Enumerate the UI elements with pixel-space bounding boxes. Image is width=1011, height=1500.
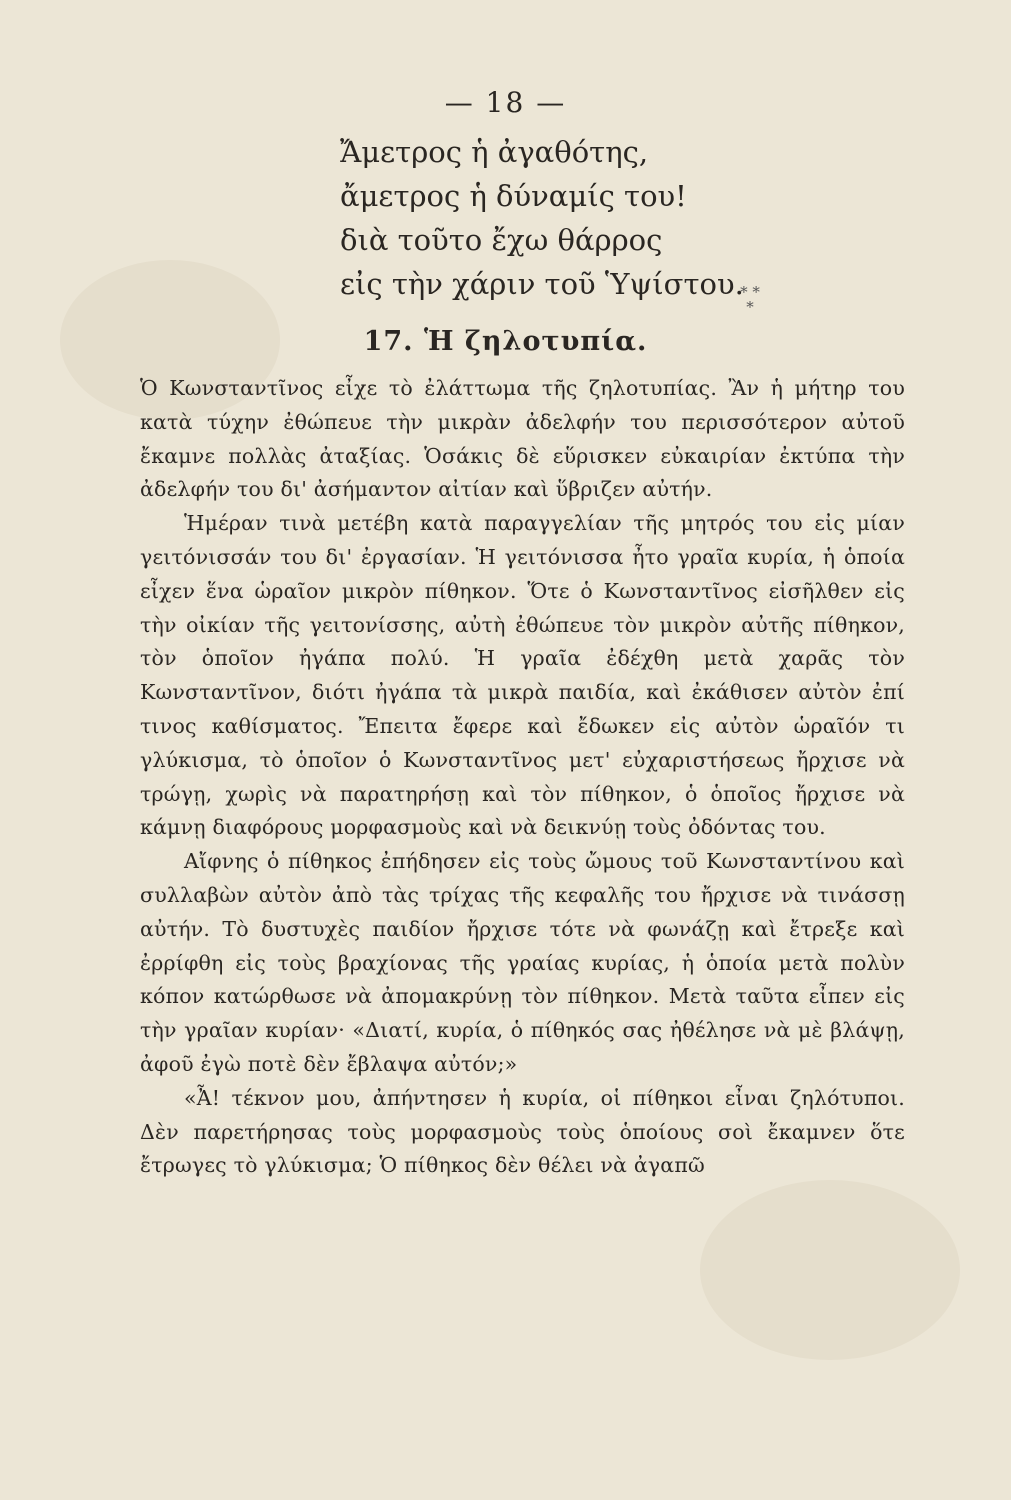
paragraph: Ὁ Κωνσταντῖνος εἶχε τὸ ἐλάττωμα τῆς ζηλοτυπίας. Ἂν ἡ μήτηρ του κατὰ τύχην ἐθώπευε τὴν μικρὰν ἀδελφήν του περισσότερον αὐτοῦ ἔκαμνε πολλὰς ἀταξίας. Ὁσάκις δὲ εὕρισκεν εὐκαιρίαν ἐκτύπα τὴν ἀδελφήν του δι' ἀσήμαντον αἰτίαν καὶ ὕβριζεν αὐτήν. <box>140 376 905 502</box>
paragraph: Ἡμέραν τινὰ μετέβη κατὰ παραγγελίαν τῆς μητρός του εἰς μίαν γειτόνισσάν του δι' ἐργασίαν. Ἡ γειτόνισσα ἦτο γραῖα κυρία, ἡ ὁποία εἶχεν ἕνα ὡραῖον μικρὸν πίθηκον. Ὅτε ὁ Κωνσταντῖνος εἰσῆλθεν εἰς τὴν οἰκίαν τῆς γειτονίσσης, αὐτὴ ἐθώπευε τὸν μικρὸν αὐτῆς πίθηκον, τὸν ὁποῖον ἠγάπα πολύ. Ἡ γραῖα ἐδέχθη μετὰ χαρᾶς τὸν Κωνσταντῖνον, διότι ἠγάπα τὰ μικρὰ παιδία, καὶ ἐκάθισεν αὐτὸν ἐπί τινος καθίσματος. Ἔπειτα ἔφερε καὶ ἔδωκεν εἰς αὐτὸν ὡραῖόν τι γλύκισμα, τὸ ὁποῖον ὁ Κωνσταντῖνος μετ' εὐχαριστήσεως ἤρχισε νὰ τρώγῃ, χωρὶς νὰ παρατηρήσῃ καὶ τὸν πίθηκον, ὁ ὁποῖος ἤρχισε νὰ κάμνῃ διαφόρους μορφασμοὺς καὶ νὰ δεικνύῃ τοὺς ὀδόντας του. <box>140 511 905 840</box>
page-number: — 18 — <box>444 86 567 119</box>
poem-stanza <box>340 130 744 306</box>
asterism-bottom: * <box>746 298 754 316</box>
asterism-top: * * <box>740 283 760 301</box>
asterism-separator <box>725 285 775 315</box>
poem-line: ἄμετρος ἡ δύναμίς του! <box>340 179 687 213</box>
section-title: 17. Ἡ ζηλοτυπία. <box>363 326 648 357</box>
poem-line: διὰ τοῦτο ἔχω θάρρος <box>340 223 663 257</box>
body-text <box>140 372 905 1183</box>
paragraph: Αἴφνης ὁ πίθηκος ἐπήδησεν εἰς τοὺς ὤμους τοῦ Κωνσταντίνου καὶ συλλαβὼν αὐτὸν ἀπὸ τὰς τρίχας τῆς κεφαλῆς του ἤρχισε νὰ τινάσσῃ αὐτήν. Τὸ δυστυχὲς παιδίον ἤρχισε τότε νὰ φωνάζῃ καὶ ἔτρεξε καὶ ἐρρίφθη εἰς τοὺς βραχίονας τῆς γραίας κυρίας, ἡ ὁποία μετὰ πολὺν κόπον κατώρθωσε νὰ ἀπομακρύνῃ τὸν πίθηκον. Μετὰ ταῦτα εἶπεν εἰς τὴν γραῖαν κυρίαν· «Διατί, κυρία, ὁ πίθηκός σας ἠθέλησε νὰ μὲ βλάψῃ, ἀφοῦ ἐγὼ ποτὲ δὲν ἔβλαψα αὐτόν;» <box>140 849 905 1076</box>
paragraph: «Ἆ! τέκνον μου, ἀπήντησεν ἡ κυρία, οἱ πίθηκοι εἶναι ζηλότυποι. Δὲν παρετήρησας τοὺς μορφασμοὺς τοὺς ὁποίους σοὶ ἔκαμνεν ὅτε ἔτρωγες τὸ γλύκισμα; Ὁ πίθηκος δὲν θέλει νὰ ἀγαπῶ <box>140 1085 905 1178</box>
poem-line: Ἄμετρος ἡ ἀγαθότης, <box>340 135 649 169</box>
paper-stain <box>700 1180 960 1360</box>
poem-line: εἰς τὴν χάριν τοῦ Ὑψίστου. <box>340 267 744 301</box>
